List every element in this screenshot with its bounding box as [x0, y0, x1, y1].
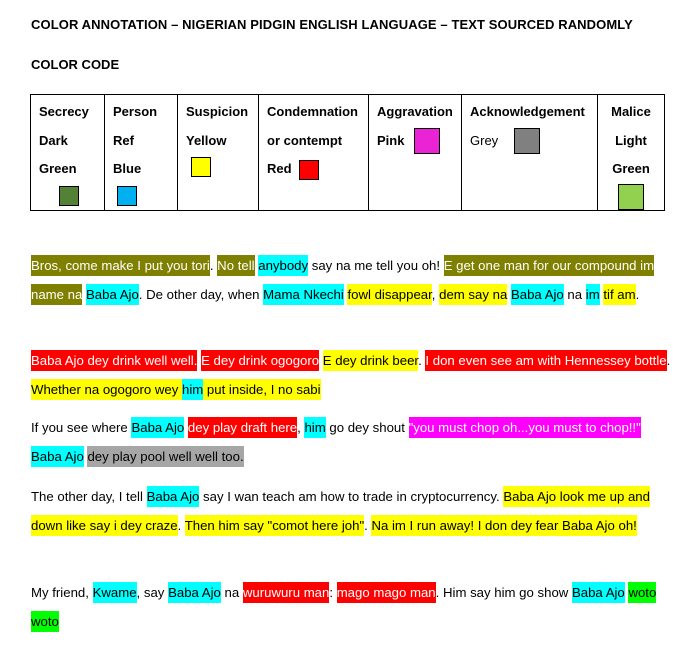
legend-label: or contempt	[267, 132, 343, 148]
swatch-acknowledgement	[514, 128, 540, 154]
plain-text: .	[364, 517, 372, 533]
plain-text: .	[418, 353, 426, 368]
annotated-span: fowl disappear	[347, 284, 431, 305]
legend-label: Blue	[113, 161, 142, 176]
annotated-span: Kwame	[93, 582, 137, 603]
annotated-span: tif am	[603, 284, 635, 305]
annotated-span: im	[586, 284, 600, 305]
annotated-span: woto woto	[31, 582, 656, 632]
plain-text: . De other day, when	[138, 286, 264, 302]
plain-text: If you see where	[31, 420, 132, 435]
plain-text: :	[329, 585, 337, 600]
legend-label: Pink	[377, 127, 461, 156]
swatch-malice	[618, 184, 644, 210]
annotated-span: No tell	[217, 255, 254, 276]
annotated-span: Then him say "comot here joh"	[185, 515, 364, 536]
legend-cell-aggravation	[369, 95, 462, 211]
plain-text: .	[209, 258, 218, 273]
annotated-span: Baba Ajo	[86, 284, 139, 305]
legend-label: Suspicion	[186, 104, 249, 119]
annotated-span: him	[304, 417, 325, 438]
annotated-span: Baba Ajo	[147, 486, 200, 507]
color-code-legend-table	[30, 94, 665, 211]
annotated-span: wuruwuru man	[243, 582, 330, 603]
plain-text: , say	[136, 585, 169, 600]
annotated-span: Baba Ajo	[572, 582, 625, 603]
legend-cell-malice	[598, 95, 665, 211]
annotated-span: E get one man for our compound im name na	[31, 255, 654, 305]
legend-cell-person	[105, 95, 178, 211]
legend-label: Person	[113, 104, 158, 119]
legend-label: Green	[39, 161, 77, 176]
legend-label: Red	[267, 155, 368, 184]
plain-text: .	[177, 517, 185, 533]
annotated-span: dey play draft here	[188, 417, 297, 438]
plain-text: ,	[431, 286, 440, 302]
swatch-person	[117, 186, 137, 206]
annotated-span: Baba Ajo dey drink well well.	[31, 350, 197, 371]
paragraph-1	[31, 252, 671, 309]
annotated-span: "you must chop oh...you must to chop!!"	[409, 417, 641, 438]
plain-text: na	[563, 286, 586, 302]
annotated-span: E dey drink beer	[323, 350, 418, 371]
legend-label: Aggravation	[377, 104, 453, 119]
annotated-span: E dey drink ogogoro	[201, 350, 319, 371]
legend-label: Ref	[113, 132, 134, 148]
annotated-span: put inside, I no sabi	[203, 379, 320, 400]
annotated-span: dey play pool well well too.	[87, 446, 243, 467]
annotated-span: Mama Nkechi	[263, 284, 344, 305]
legend-cell-suspicion	[178, 95, 259, 211]
annotated-span: I don even see am with Hennessey bottle	[425, 350, 666, 371]
legend-cell-condemnation	[259, 95, 369, 211]
annotated-span: Na im I run away! I don dey fear Baba Ajo oh!	[371, 515, 636, 536]
swatch-secrecy	[59, 186, 79, 206]
legend-label: Malice	[611, 104, 651, 119]
plain-text: . Him say him go show	[435, 585, 572, 600]
annotated-span: Baba Ajo	[131, 417, 184, 438]
document-title: COLOR ANNOTATION – NIGERIAN PIDGIN ENGLISH LANGUAGE – TEXT SOURCED RANDOMLY	[31, 17, 633, 32]
paragraph-2	[31, 347, 671, 404]
plain-text: say na me tell you oh!	[308, 258, 444, 273]
annotated-span: Baba Ajo look me up and down like say i dey craze	[31, 486, 650, 536]
legend-label: Grey	[470, 127, 597, 156]
annotated-span: dem say na	[439, 284, 507, 305]
annotated-span: him	[182, 379, 203, 400]
annotated-span: mago mago man	[337, 582, 436, 603]
plain-text: The other day, I tell	[31, 489, 147, 504]
paragraph-4	[31, 483, 671, 540]
annotated-span: Baba Ajo	[168, 582, 221, 603]
annotated-span: Bros, come make I put you tori	[31, 255, 210, 276]
swatch-aggravation	[414, 128, 440, 154]
swatch-condemnation	[299, 160, 319, 180]
plain-text: .	[666, 353, 671, 368]
legend-cell-secrecy	[31, 95, 105, 211]
legend-label: Secrecy	[39, 104, 89, 119]
annotated-span: Baba Ajo	[511, 284, 564, 305]
swatch-suspicion	[191, 157, 211, 177]
paragraph-3	[31, 414, 671, 471]
plain-text: .	[635, 286, 640, 302]
annotated-span: Whether na ogogoro wey	[31, 379, 182, 400]
paragraph-5	[31, 579, 671, 636]
legend-cell-acknowledgement	[462, 95, 598, 211]
plain-text: My friend,	[31, 585, 93, 600]
legend-label: Condemnation	[267, 104, 358, 119]
annotated-span: Baba Ajo	[31, 446, 84, 467]
legend-label: Acknowledgement	[470, 104, 585, 119]
plain-text: ,	[297, 420, 305, 435]
legend-label: Light	[615, 132, 647, 148]
plain-text: go dey shout	[325, 420, 409, 435]
legend-label: Yellow	[186, 132, 227, 148]
color-code-heading: COLOR CODE	[31, 57, 120, 72]
legend-label: Green	[612, 161, 650, 176]
legend-label: Dark	[39, 132, 68, 148]
annotated-span: anybody	[258, 255, 308, 276]
plain-text: say I wan teach am how to trade in cryptocurrency.	[199, 489, 504, 504]
plain-text: na	[220, 585, 243, 600]
